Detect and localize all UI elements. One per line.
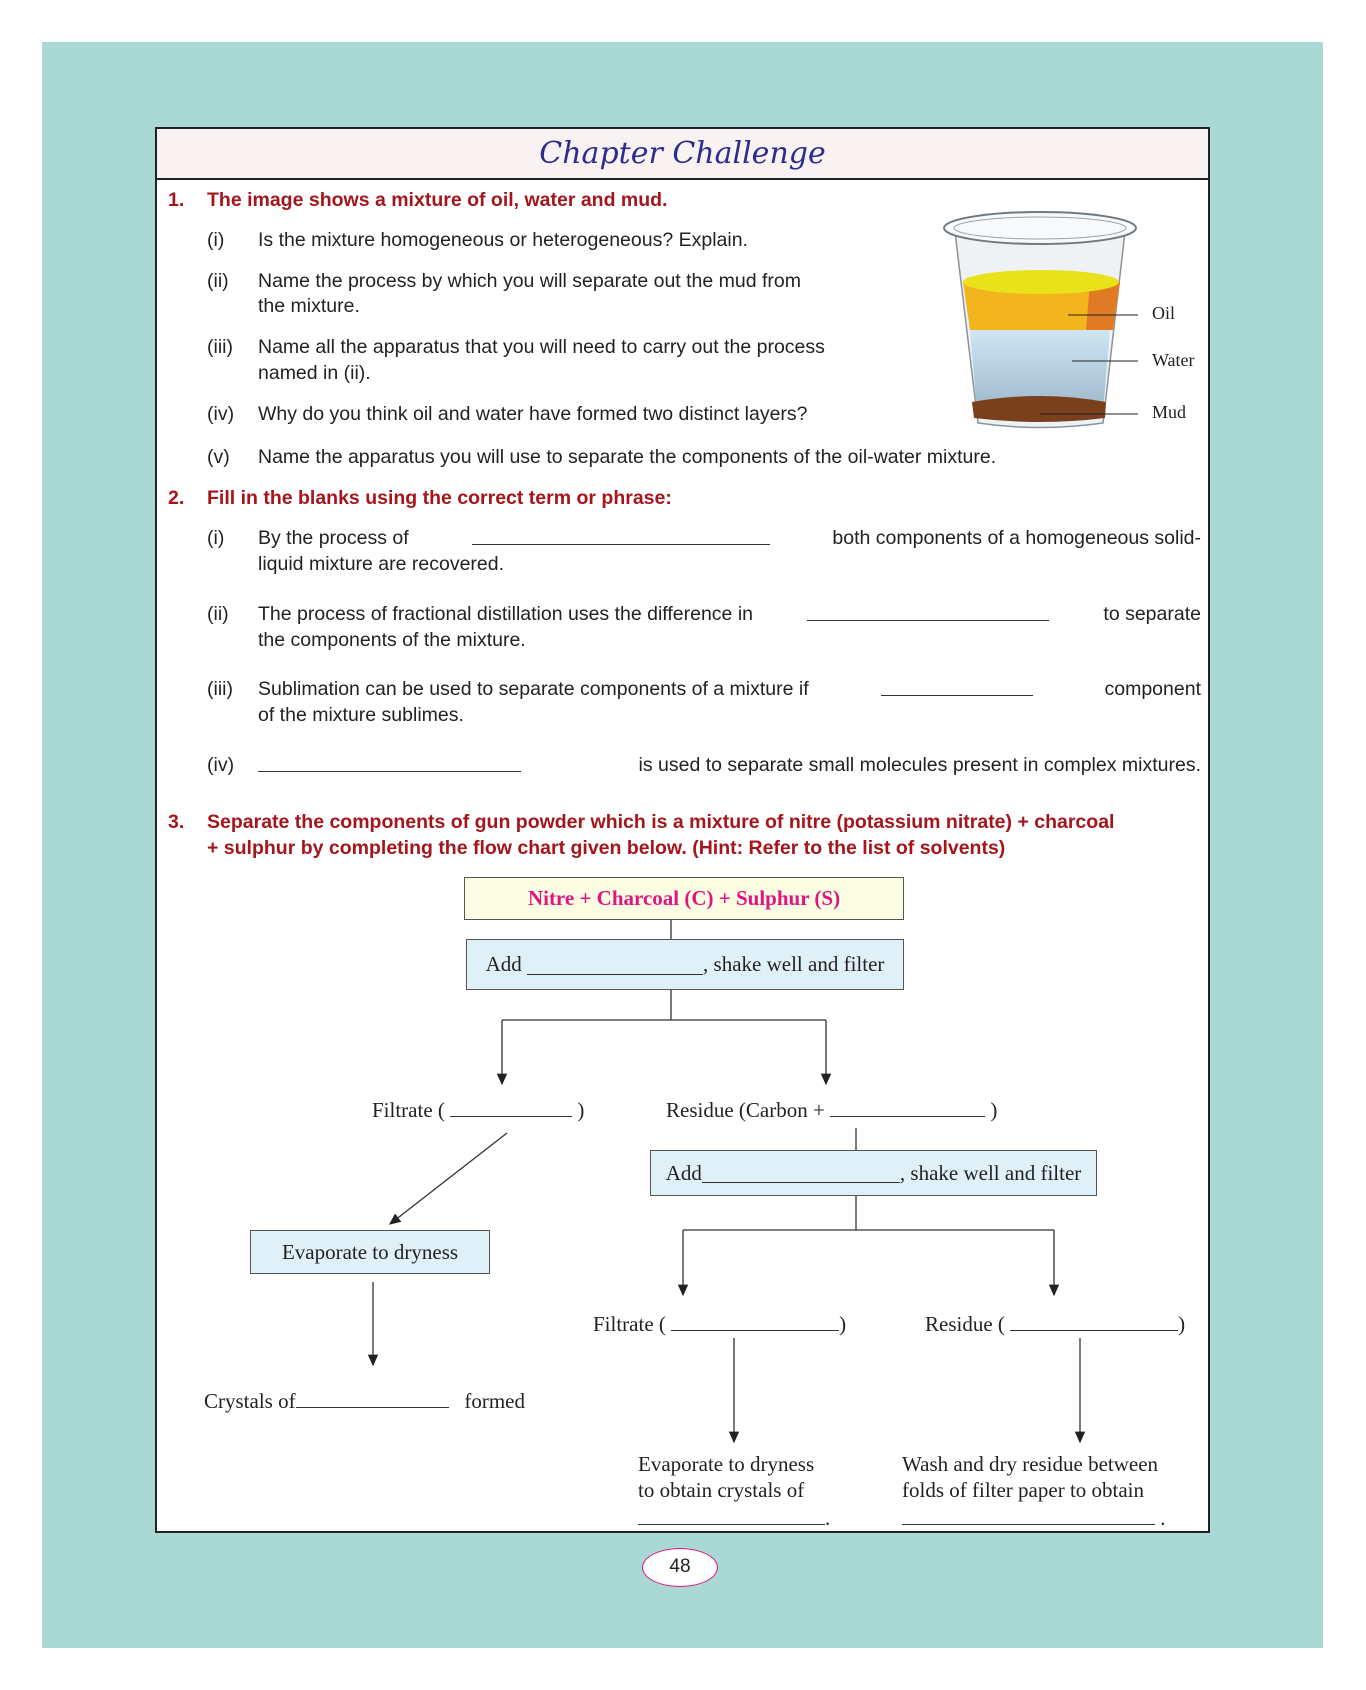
- paren: ): [839, 1312, 847, 1336]
- flow-start-box: [464, 877, 904, 920]
- shake-filter-label: , shake well and filter: [703, 952, 885, 976]
- q2-ii-line2: the components of the mixture.: [258, 629, 526, 651]
- q1-iv-text: Why do you think oil and water have formed two distinct layers?: [258, 403, 808, 425]
- mud-label: Mud: [1152, 402, 1187, 422]
- flow-start-text: Nitre + Charcoal (C) + Sulphur (S): [527, 886, 841, 910]
- q2-iv-after: is used to separate small molecules present in complex mixtures.: [638, 754, 1201, 776]
- period: .: [1160, 1506, 1166, 1530]
- wash-line3: [902, 1505, 1166, 1531]
- q2-i-line: [258, 525, 1201, 551]
- wash-line1: Wash and dry residue between: [902, 1452, 1159, 1476]
- wash-blank[interactable]: [902, 1505, 1155, 1525]
- paren: ): [990, 1098, 998, 1122]
- q2-i-before: By the process of: [258, 527, 409, 549]
- solvent-blank-2[interactable]: [702, 1163, 900, 1183]
- q1-number: 1.: [168, 189, 185, 211]
- q2-i-blank[interactable]: [472, 525, 770, 545]
- residue-1: [666, 1097, 997, 1123]
- q3-line1: Separate the components of gun powder which is a mixture of nitre (potassium nitrate) + charcoal: [207, 811, 1115, 833]
- q2-ii-before: The process of fractional distillation uses the difference in: [258, 603, 753, 625]
- q2-iv-line: [258, 752, 1201, 778]
- q2-iii-before: Sublimation can be used to separate components of a mixture if: [258, 678, 809, 700]
- q1-v-text: Name the apparatus you will use to separate the components of the oil-water mixture.: [258, 446, 997, 468]
- q2-iv-blank[interactable]: [258, 752, 521, 772]
- period: .: [825, 1506, 831, 1530]
- q2-ii-number: (ii): [207, 603, 229, 625]
- evaporate-2-line2: to obtain crystals of: [638, 1478, 805, 1502]
- filtrate-2-blank[interactable]: [671, 1311, 839, 1331]
- filtrate-1-blank[interactable]: [450, 1097, 572, 1117]
- residue-label: Residue (Carbon +: [666, 1098, 825, 1122]
- evaporate-box: [250, 1230, 490, 1274]
- q2-iii-line: [258, 676, 1201, 702]
- q1-ii-text2: the mixture.: [258, 295, 360, 317]
- filtrate-2: [593, 1311, 846, 1337]
- q2-ii-blank[interactable]: [807, 601, 1049, 621]
- evaporate-2-blank[interactable]: [638, 1505, 825, 1525]
- q1-iii-text: Name all the apparatus that you will need to carry out the process: [258, 336, 825, 358]
- filtrate-label: Filtrate (: [593, 1312, 666, 1336]
- chapter-title: Chapter Challenge: [539, 136, 826, 171]
- q1-iv-number: (iv): [207, 403, 235, 425]
- shake-filter-label: , shake well and filter: [899, 1160, 1082, 1185]
- crystals-label: Crystals of: [204, 1389, 296, 1413]
- residue-1-blank[interactable]: [830, 1097, 985, 1117]
- oil-label: Oil: [1152, 303, 1176, 323]
- crystals-blank[interactable]: [296, 1388, 449, 1408]
- filtrate-label: Filtrate (: [372, 1098, 445, 1122]
- q2-title: Fill in the blanks using the correct term or phrase:: [207, 487, 672, 509]
- formed-label: formed: [464, 1389, 525, 1413]
- q2-ii-line: [258, 601, 1201, 627]
- paren: ): [577, 1098, 585, 1122]
- q2-iii-number: (iii): [207, 678, 233, 700]
- flow-add-solvent-box-1: [466, 939, 904, 990]
- crystals-line: [204, 1388, 525, 1414]
- paren: ): [1178, 1312, 1186, 1336]
- flow-add-solvent-box-2: [650, 1150, 1097, 1196]
- q2-i-number: (i): [207, 527, 225, 549]
- q1-ii-text: Name the process by which you will separate out the mud from: [258, 270, 802, 292]
- add-label: Add: [485, 952, 522, 976]
- evaporate-text: Evaporate to dryness: [281, 1239, 459, 1264]
- q2-i-after: both components of a homogeneous solid-: [832, 527, 1201, 549]
- q1-v-number: (v): [207, 446, 230, 468]
- solvent-blank-1[interactable]: [527, 955, 703, 975]
- filtrate-1: [372, 1097, 584, 1123]
- q2-number: 2.: [168, 487, 185, 509]
- residue-2-blank[interactable]: [1010, 1311, 1178, 1331]
- water-label: Water: [1152, 350, 1195, 370]
- q1-i-number: (i): [207, 229, 225, 251]
- q2-i-line2: liquid mixture are recovered.: [258, 553, 505, 575]
- q1-iii-text2: named in (ii).: [258, 362, 371, 384]
- chapter-header: [157, 129, 1208, 180]
- q1-ii-number: (ii): [207, 270, 229, 292]
- q1-iii-number: (iii): [207, 336, 233, 358]
- q3-number: 3.: [168, 811, 185, 833]
- residue-2: [925, 1311, 1185, 1337]
- q1-i-text: Is the mixture homogeneous or heterogeneous? Explain.: [258, 229, 748, 251]
- evaporate-2-line3: [638, 1505, 830, 1531]
- wash-line2: folds of filter paper to obtain: [902, 1478, 1145, 1502]
- q2-iv-number: (iv): [207, 754, 235, 776]
- add-label: Add: [665, 1160, 702, 1185]
- q2-iii-after: component: [1104, 678, 1201, 700]
- residue-label: Residue (: [925, 1312, 1005, 1336]
- q1-title: The image shows a mixture of oil, water and mud.: [207, 189, 668, 211]
- evaporate-2-line1: Evaporate to dryness: [638, 1452, 815, 1476]
- page-number: 48: [642, 1548, 718, 1587]
- q2-iii-blank[interactable]: [881, 676, 1033, 696]
- q3-line2: + sulphur by completing the flow chart given below. (Hint: Refer to the list of solvents): [207, 837, 1006, 859]
- q2-ii-after: to separate: [1103, 603, 1201, 625]
- q2-iii-line2: of the mixture sublimes.: [258, 704, 464, 726]
